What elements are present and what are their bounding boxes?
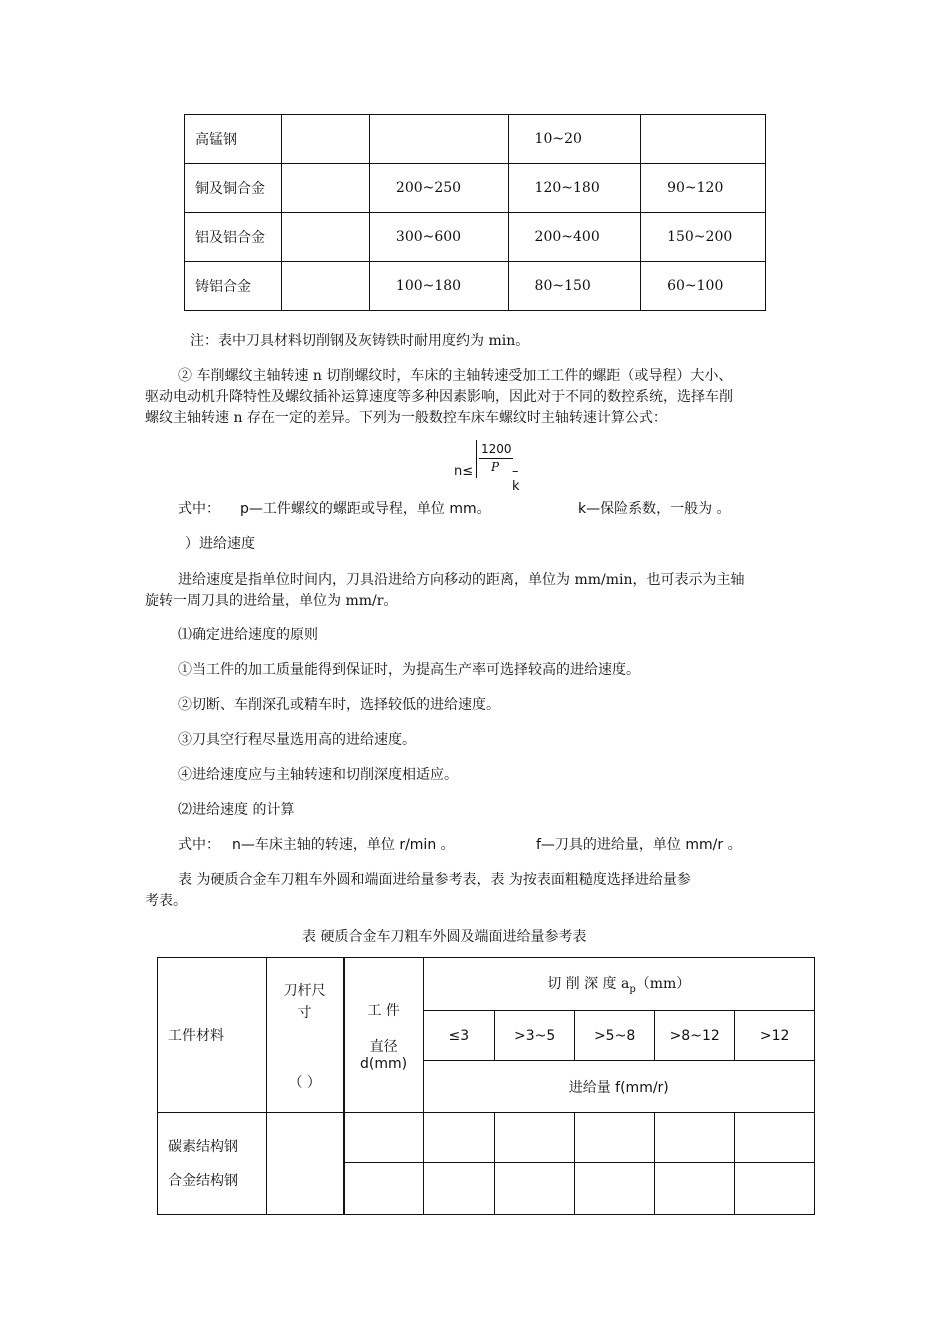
where-label: 式中： (178, 501, 220, 517)
table-cell: 高锰钢 (185, 115, 282, 164)
table-row (185, 262, 766, 311)
table-cell (281, 213, 369, 262)
table-cell (655, 1163, 735, 1215)
list-item: ①当工件的加工质量能得到保证时，为提高生产率可选择较高的进给速度。 (178, 662, 640, 678)
depth-col-header: >12 (735, 1011, 815, 1061)
diameter-line3: d(mm) (360, 1056, 408, 1072)
table-cell (641, 115, 766, 164)
paragraph: 表 为硬质合金车刀粗车外圆和端面进给量参考表，表 为按表面粗糙度选择进给量参 (178, 872, 691, 888)
table-cell: 100~180 (369, 262, 508, 311)
table-cell (495, 1163, 575, 1215)
section-heading: ）进给速度 (185, 536, 255, 552)
table-cell (344, 1163, 423, 1215)
header-cell-diameter (344, 958, 423, 1113)
table-cell (423, 1113, 495, 1163)
paragraph: 螺纹主轴转速 n 存在一定的差异。下列为一般数控车床车螺纹时主轴转速计算公式： (145, 410, 667, 426)
where-label: 式中： (178, 837, 220, 853)
table-cell (266, 1113, 343, 1215)
header-cell-feed: 进给量 f(mm/r) (423, 1061, 814, 1113)
table-cell (369, 115, 508, 164)
where-f: f—刀具的进给量，单位 mm/r 。 (536, 837, 742, 853)
table-cell (344, 1113, 423, 1163)
table-cell: 90~120 (641, 164, 766, 213)
section-heading: ⑵进给速度 的计算 (178, 802, 295, 818)
table-cell (495, 1113, 575, 1163)
header-cell-tool-size (266, 958, 343, 1113)
table-cell (575, 1113, 655, 1163)
table-cell: 10~20 (508, 115, 641, 164)
list-item: ③刀具空行程尽量选用高的进给速度。 (178, 732, 416, 748)
table-row (158, 1113, 815, 1163)
feed-rate-table (157, 957, 815, 1215)
formula-denominator: P (491, 460, 500, 474)
diameter-line2: 直径 (369, 1039, 398, 1055)
depth-unit: （mm） (635, 976, 691, 993)
formula-fraction (476, 440, 513, 478)
depth-col-header: >8~12 (655, 1011, 735, 1061)
table-cell (575, 1163, 655, 1215)
table-cell: 铸铝合金 (185, 262, 282, 311)
table-cell (281, 115, 369, 164)
list-item: ②切断、车削深孔或精车时，选择较低的进给速度。 (178, 697, 500, 713)
depth-col-header: >3~5 (495, 1011, 575, 1061)
table-cell: 300~600 (369, 213, 508, 262)
table-cell: 200~250 (369, 164, 508, 213)
table-row (185, 115, 766, 164)
table-note: 注：表中刀具材料切削钢及灰铸铁时耐用度约为 min。 (190, 333, 530, 349)
table-cell: 80~150 (508, 262, 641, 311)
table-cell: 150~200 (641, 213, 766, 262)
header-cell-depth (423, 958, 814, 1011)
table-cell: 铜及铜合金 (185, 164, 282, 213)
table-row (185, 164, 766, 213)
table-row (158, 958, 815, 1011)
tool-size-line1: 刀杆尺 (283, 983, 326, 999)
table-caption: 表 硬质合金车刀粗车外圆及端面进给量参考表 (302, 929, 587, 945)
formula-prefix: n≤ (454, 464, 474, 479)
cutting-speed-table (184, 114, 766, 311)
table-cell: 铝及铝合金 (185, 213, 282, 262)
paragraph: 进给速度是指单位时间内，刀具沿进给方向移动的距离，单位为 mm/min，也可表示为主轴 (178, 572, 745, 588)
paragraph: 旋转一周刀具的进给量，单位为 mm/r。 (145, 593, 398, 609)
table-cell (281, 262, 369, 311)
tool-size-line2: 寸 (297, 1005, 312, 1021)
formula-suffix: –k (512, 464, 520, 494)
material-name: 合金结构钢 (168, 1172, 238, 1189)
fraction-bar (479, 458, 513, 459)
depth-col-header: ≤3 (423, 1011, 495, 1061)
depth-subscript: p (629, 983, 636, 995)
table-cell (735, 1113, 815, 1163)
diameter-line1: 工 件 (367, 1003, 400, 1019)
table-cell (423, 1163, 495, 1215)
section-heading: ⑴确定进给速度的原则 (178, 627, 318, 643)
table-cell (735, 1163, 815, 1215)
header-cell-material: 工件材料 (158, 958, 267, 1113)
tool-size-unit: （ ） (288, 1075, 321, 1091)
paragraph: 考表。 (145, 893, 187, 909)
where-p: p—工件螺纹的螺距或导程，单位 mm。 (240, 501, 491, 517)
where-n: n—车床主轴的转速，单位 r/min 。 (232, 837, 455, 853)
table-cell: 200~400 (508, 213, 641, 262)
material-cell (158, 1113, 267, 1215)
where-k: k—保险系数，一般为 。 (578, 501, 731, 517)
table-cell: 60~100 (641, 262, 766, 311)
table-cell (281, 164, 369, 213)
table-cell (655, 1113, 735, 1163)
material-name: 碳素结构钢 (168, 1138, 238, 1155)
formula-numerator: 1200 (481, 442, 512, 456)
list-item: ④进给速度应与主轴转速和切削深度相适应。 (178, 767, 458, 783)
depth-col-header: >5~8 (575, 1011, 655, 1061)
paragraph: 驱动电动机升降特性及螺纹插补运算速度等多种因素影响，因此对于不同的数控系统，选择车削 (145, 389, 733, 405)
paragraph: ② 车削螺纹主轴转速 n 切削螺纹时，车床的主轴转速受加工工件的螺距（或导程）大小、 (178, 368, 733, 384)
table-cell: 120~180 (508, 164, 641, 213)
table-row (185, 213, 766, 262)
depth-label: 切 削 深 度 a (547, 976, 630, 993)
